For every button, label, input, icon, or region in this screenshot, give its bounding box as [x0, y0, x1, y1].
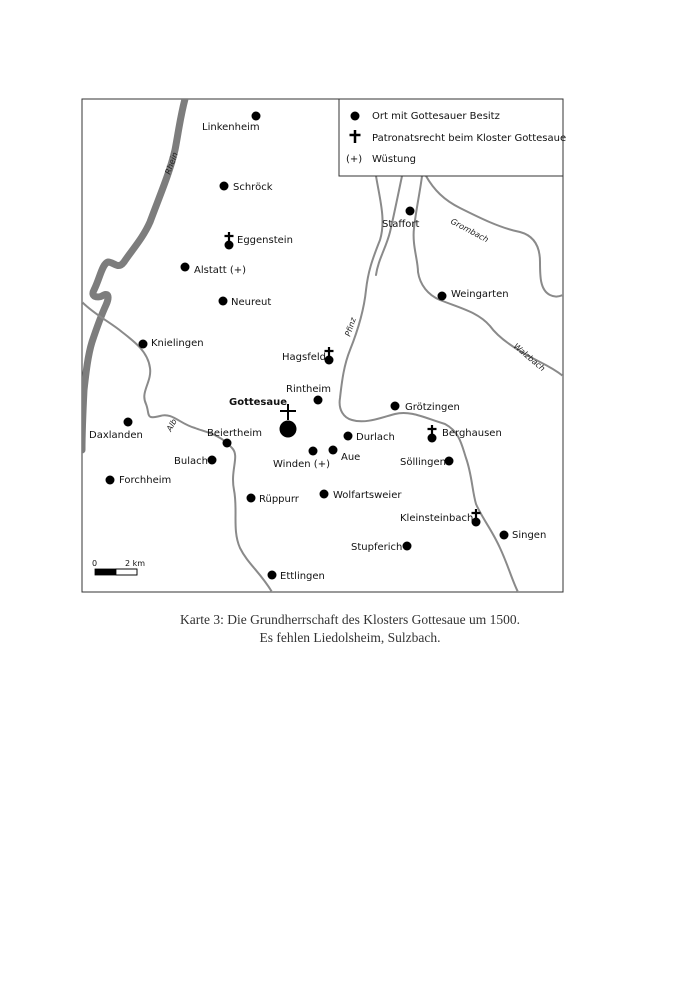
label-hagsfeld: Hagsfeld — [282, 352, 327, 363]
scale-start: 0 — [92, 559, 98, 568]
river-label-walzbach: Walzbach — [511, 341, 547, 374]
dot-gottesaue — [280, 421, 297, 438]
label-staffort: Staffort — [382, 219, 420, 230]
dot-beiertheim — [223, 439, 232, 448]
label-forchheim: Forchheim — [119, 475, 172, 486]
label-alstatt: Alstatt (+) — [194, 265, 247, 276]
label-ettlingen: Ettlingen — [280, 571, 325, 582]
legend-owned: Ort mit Gottesauer Besitz — [372, 111, 500, 122]
map-caption — [0, 611, 700, 647]
legend-dot-icon — [351, 112, 360, 121]
dot-schroeck — [220, 182, 229, 191]
scale-bar-black — [95, 569, 116, 575]
label-schroeck: Schröck — [233, 182, 273, 193]
legend-patronage: Patronatsrecht beim Kloster Gottesaue — [372, 133, 567, 144]
label-weingarten: Weingarten — [451, 289, 509, 300]
dot-rintheim — [314, 396, 323, 405]
dot-winden — [309, 447, 318, 456]
dot-linkenheim — [252, 112, 261, 121]
river-label-rhein: Rhein — [163, 151, 180, 176]
dot-weingarten — [438, 292, 447, 301]
river-label-pfinz: Pfinz — [343, 316, 358, 338]
dot-singen — [500, 531, 509, 540]
label-bulach: Bulach — [174, 456, 208, 467]
label-linkenheim: Linkenheim — [202, 122, 260, 133]
dot-stupferich — [403, 542, 412, 551]
label-durlach: Durlach — [356, 432, 395, 443]
dot-durlach — [344, 432, 353, 441]
dot-knielingen — [139, 340, 148, 349]
label-rueppurr: Rüppurr — [259, 494, 299, 505]
legend-deserted: Wüstung — [372, 154, 417, 165]
label-kleinsteinbach: Kleinsteinbach — [400, 513, 474, 524]
river-label-grombach: Grombach — [449, 216, 491, 245]
label-knielingen: Knielingen — [151, 338, 204, 349]
label-rintheim: Rintheim — [286, 384, 331, 395]
dot-neureut — [219, 297, 228, 306]
label-winden: Winden (+) — [273, 459, 330, 470]
label-berghausen: Berghausen — [442, 428, 502, 439]
label-wolfartsweier: Wolfartsweier — [333, 490, 402, 501]
dot-ettlingen — [268, 571, 277, 580]
label-gottesaue: Gottesaue — [229, 397, 288, 408]
scale-bar-white — [116, 569, 137, 575]
label-eggenstein: Eggenstein — [237, 235, 293, 246]
label-stupferich: Stupferich — [351, 542, 403, 553]
caption-line-1: Karte 3: Die Grundherrschaft des Klosters Gottesaue um 1500. — [179, 612, 521, 627]
label-beiertheim: Beiertheim — [207, 428, 262, 439]
caption-line-2: Es fehlen Liedolsheim, Sulzbach. — [259, 630, 441, 645]
dot-bulach — [208, 456, 217, 465]
label-soellingen: Söllingen — [400, 457, 446, 468]
scale-end: 2 km — [125, 559, 146, 568]
label-daxlanden: Daxlanden — [89, 430, 143, 441]
dot-daxlanden — [124, 418, 133, 427]
dot-forchheim — [106, 476, 115, 485]
label-groetzingen: Grötzingen — [405, 402, 460, 413]
dot-aue — [329, 446, 338, 455]
legend-deserted-symbol: (+) — [346, 154, 363, 165]
dot-wolfartsweier — [320, 490, 329, 499]
label-neureut: Neureut — [231, 297, 272, 308]
label-aue: Aue — [341, 452, 361, 463]
dot-rueppurr — [247, 494, 256, 503]
river-label-alb: Alb — [164, 417, 179, 433]
dot-staffort — [406, 207, 415, 216]
label-singen: Singen — [512, 530, 547, 541]
dot-groetzingen — [391, 402, 400, 411]
dot-alstatt — [181, 263, 190, 272]
